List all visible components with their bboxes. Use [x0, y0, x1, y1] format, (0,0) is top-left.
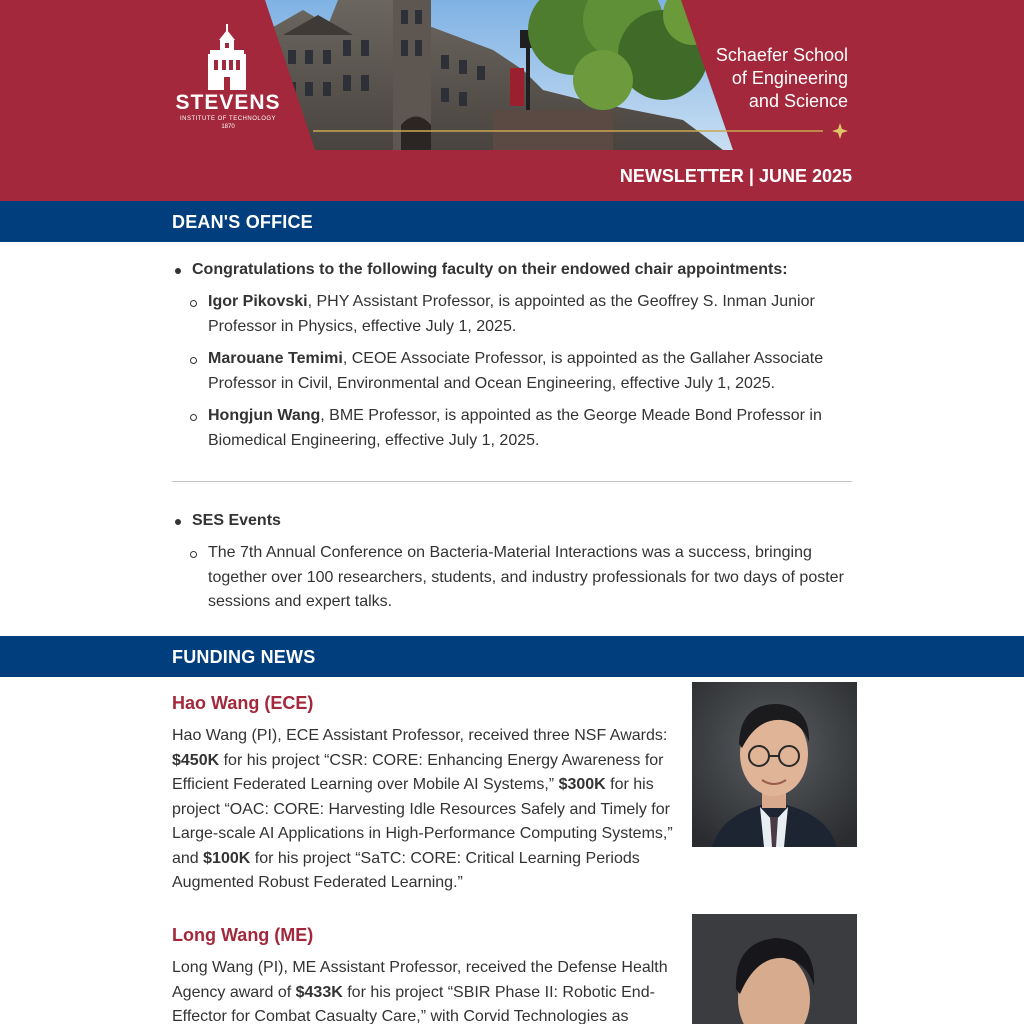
logo-year: 1870 [221, 124, 235, 130]
newsletter-header [0, 0, 1024, 201]
section-header-deans-office [0, 201, 1024, 242]
award-amount: $100K [203, 849, 251, 867]
award-amount: $433K [295, 983, 343, 1001]
sub-bullet-icon [190, 551, 197, 558]
funding-description [172, 724, 677, 896]
sub-bullet-icon [190, 300, 197, 307]
list-item: The 7th Annual Conference on Bacteria-Material Interactions was a success, bringing together over 100 researchers, students, and industry professionals for two days of poster sessions and expert talks. [208, 544, 844, 610]
portrait-image [692, 914, 857, 1024]
funding-text: for his project “OAC: CORE: Harvesting Idle Resources Safely and Timely for Large-scale AI Applications in High-Performance Computing Systems,” and [172, 776, 673, 867]
school-name-line: Schaefer School [715, 45, 848, 65]
school-name [698, 44, 848, 113]
award-amount: $450K [172, 751, 220, 769]
funding-recipient-name: Hao Wang (ECE) [172, 693, 314, 713]
events-lead-text: SES Events [192, 512, 281, 529]
funding-text: for his project “SBIR Phase II: Robotic End-Effector for Combat Casualty Care,” with Corvid Technologies as [172, 983, 655, 1024]
section-title: FUNDING NEWS [172, 647, 316, 667]
faculty-name: Igor Pikovski [208, 293, 308, 310]
section-header-funding-news [0, 636, 1024, 677]
deans-office-section [0, 242, 1024, 636]
logo-wordmark: STEVENS [175, 91, 281, 114]
list-item [208, 347, 848, 396]
appointment-text: , BME Professor, is appointed as the George Meade Bond Professor in Biomedical Engineering, effective July 1, 2025. [208, 407, 822, 449]
appointment-text: , PHY Assistant Professor, is appointed as the Geoffrey S. Inman Junior Professor in Physics, effective July 1, 2025. [208, 293, 815, 335]
section-title: DEAN'S OFFICE [172, 212, 313, 232]
stevens-logo[interactable] [163, 18, 293, 130]
funding-recipient-name: Long Wang (ME) [172, 925, 314, 945]
funding-text: Long Wang (PI), ME Assistant Professor, received the Defense Health Agency award of [172, 959, 668, 1001]
funding-text: for his project “CSR: CORE: Enhancing Energy Awareness for Efficient Federated Learning over Mobile AI Systems,” [172, 751, 664, 793]
funding-description [172, 956, 677, 1024]
faculty-photo [692, 682, 857, 847]
appointment-text: , CEOE Associate Professor, is appointed as the Gallaher Associate Professor in Civil, Environmental and Ocean Engineering, effective July 1, 2025. [208, 350, 824, 392]
portrait-image [692, 682, 857, 847]
sub-bullet-icon [190, 414, 197, 421]
sub-bullet-icon [190, 357, 197, 364]
funding-text: for his project “SaTC: CORE: Critical Learning Periods Augmented Robust Federated Learning.” [172, 849, 640, 891]
header-banner [163, 0, 862, 150]
newsletter-issue-label: NEWSLETTER | JUNE 2025 [619, 166, 852, 186]
faculty-name: Hongjun Wang [208, 407, 321, 424]
school-name-line: and Science [748, 91, 848, 111]
section-divider [172, 481, 852, 482]
funding-text: Hao Wang (PI), ECE Assistant Professor, received three NSF Awards: [172, 727, 668, 744]
award-amount: $300K [558, 776, 606, 793]
logo-subtitle: INSTITUTE OF TECHNOLOGY [179, 116, 277, 122]
list-item [208, 290, 848, 339]
school-name-line: of Engineering [731, 68, 848, 88]
chairs-lead-text: Congratulations to the following faculty on their endowed chair appointments: [192, 261, 788, 278]
funding-news-section [0, 677, 1024, 1024]
faculty-name: Marouane Temimi [208, 350, 343, 367]
faculty-photo [692, 914, 857, 1024]
list-item [208, 404, 848, 453]
bullet-icon [175, 268, 181, 274]
bullet-icon [175, 519, 181, 525]
